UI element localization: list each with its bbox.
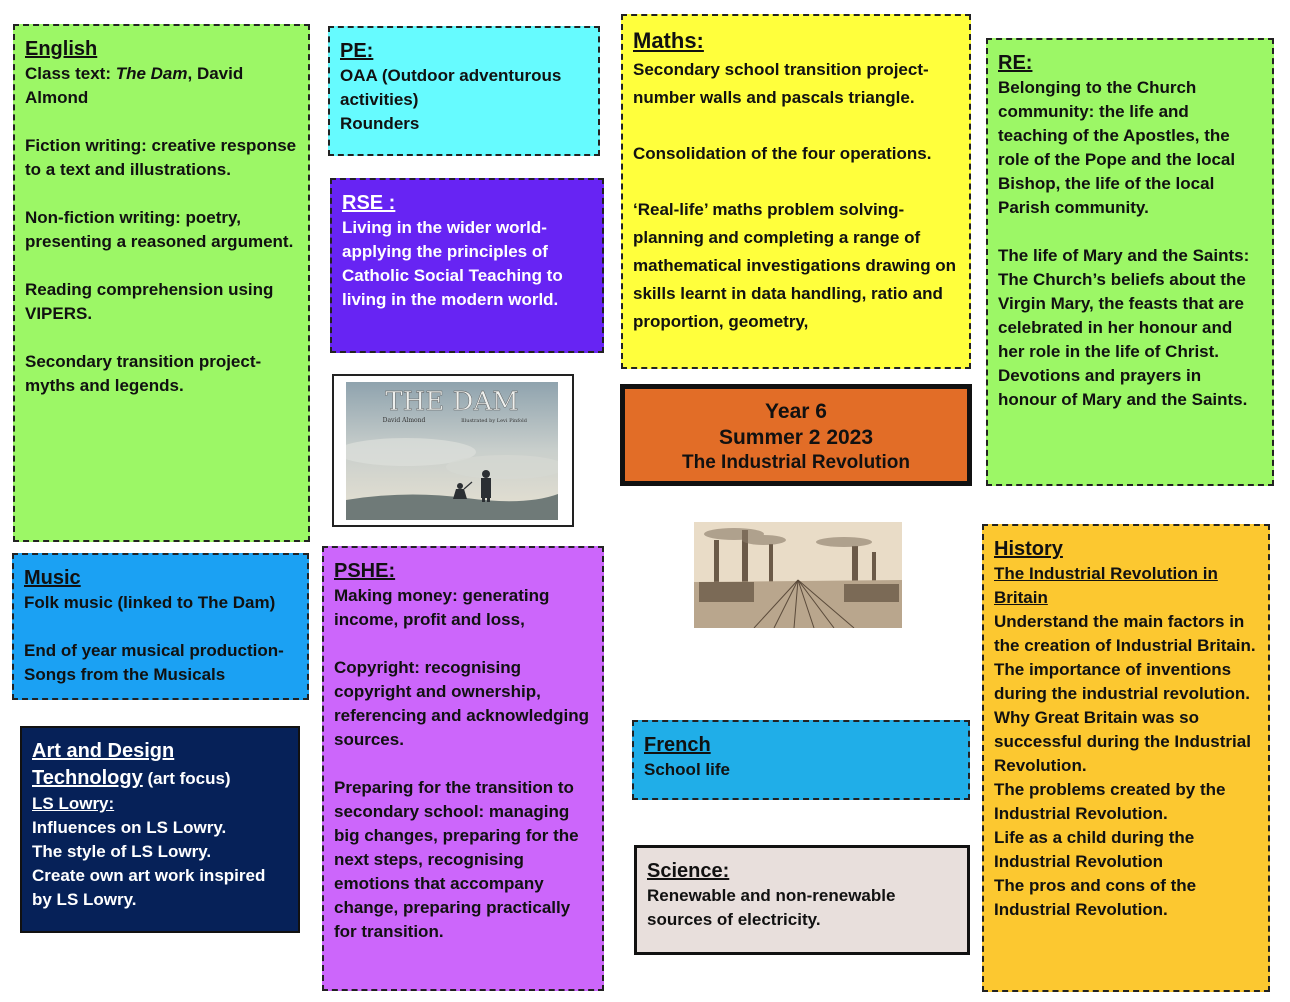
maths-item: Consolidation of the four operations. (633, 144, 932, 163)
history-heading: History (994, 538, 1063, 560)
re-item: The life of Mary and the Saints: The Church’s beliefs about the Virgin Mary, the feasts that are celebrated in her honour and her role in the life of Christ. Devotions and prayers in honour of Mary and the Saints. (998, 246, 1250, 409)
re-item: Belonging to the Church community: the life and teaching of the Apostles, the role of the Pope and the local Bishop, the life of the local Parish community. (998, 78, 1236, 217)
re-panel (986, 38, 1274, 486)
pe-heading: PE: (340, 40, 374, 62)
pshe-item: Making money: generating income, profit and loss, (334, 586, 550, 629)
pe-panel (328, 26, 600, 156)
english-panel (13, 24, 310, 542)
book-cover-illustration (346, 382, 558, 520)
history-item: Why Great Britain was so successful during the Industrial Revolution. (994, 708, 1251, 775)
science-panel (634, 845, 970, 955)
history-item: Life as a child during the Industrial Revolution (994, 828, 1195, 871)
english-item: Non-fiction writing: poetry, presenting a reasoned argument. (25, 208, 294, 251)
english-item: Secondary transition project- myths and legends. (25, 352, 262, 395)
music-item: Folk music (linked to The Dam) (24, 593, 276, 612)
science-heading: Science: (647, 860, 730, 882)
french-panel (632, 720, 970, 800)
art-subheading: LS Lowry: (32, 794, 115, 813)
the-dam-book-cover (332, 374, 574, 527)
title-topic: The Industrial Revolution (681, 452, 910, 473)
art-item: Create own art work inspired by LS Lowry. (32, 866, 266, 909)
industrial-factory-image (694, 522, 902, 628)
english-heading: English (25, 38, 98, 60)
page-title (620, 384, 972, 486)
history-item: The importance of inventions during the industrial revolution. (994, 660, 1250, 703)
music-item: End of year musical production- Songs from the Musicals (24, 641, 284, 684)
art-item: The style of LS Lowry. (32, 842, 212, 861)
rse-item: Living in the wider world- applying the principles of Catholic Social Teaching to living in the modern world. (342, 218, 563, 309)
pshe-heading: PSHE: (334, 560, 396, 582)
art-item: Influences on LS Lowry. (32, 818, 227, 837)
history-item: The problems created by the Industrial Revolution. (994, 780, 1226, 823)
book-title: THE DAM (385, 387, 519, 417)
science-item: Renewable and non-renewable sources of electricity. (647, 886, 896, 929)
pshe-item: Preparing for the transition to secondary school: managing big changes, preparing for the next steps, recognising emotions that accompany change, preparing practically for transition. (334, 778, 579, 941)
maths-panel (621, 14, 971, 369)
history-subheading: The Industrial Revolution in Britain (994, 564, 1218, 607)
history-panel (982, 524, 1270, 992)
maths-item: Secondary school transition project- number walls and pascals triangle. (633, 60, 929, 107)
pe-item: OAA (Outdoor adventurous activities) (340, 66, 562, 109)
rse-heading: RSE : (342, 192, 396, 214)
english-item: Fiction writing: creative response to a text and illustrations. (25, 136, 297, 179)
pe-item: Rounders (340, 114, 420, 133)
pshe-item: Copyright: recognising copyright and ownership, referencing and acknowledging sources. (334, 658, 590, 749)
history-item: Understand the main factors in the creation of Industrial Britain. (994, 612, 1256, 655)
pshe-panel (322, 546, 604, 991)
title-year: Year 6 (765, 400, 827, 423)
title-term: Summer 2 2023 (718, 426, 874, 449)
re-heading: RE: (998, 52, 1033, 74)
maths-item: ‘Real-life’ maths problem solving- planning and completing a range of mathematical investigations drawing on skills learnt in data handling, ratio and proportion, geometry, (633, 200, 957, 331)
book-illustrator: Illustrated by Levi Pinfold (461, 418, 527, 424)
book-author: David Almond (382, 417, 426, 424)
rse-panel (330, 178, 604, 353)
music-heading: Music (24, 567, 81, 589)
history-item: The pros and cons of the Industrial Revolution. (994, 876, 1197, 919)
art-heading: Art and Design Technology (art focus) (32, 740, 231, 789)
art-panel (20, 726, 300, 933)
french-item: School life (644, 760, 730, 779)
maths-heading: Maths: (633, 28, 704, 53)
english-item: Reading comprehension using VIPERS. (25, 280, 274, 323)
french-heading: French (644, 734, 711, 756)
music-panel (12, 553, 309, 700)
english-class-text: Class text: The Dam, David Almond (25, 64, 244, 107)
